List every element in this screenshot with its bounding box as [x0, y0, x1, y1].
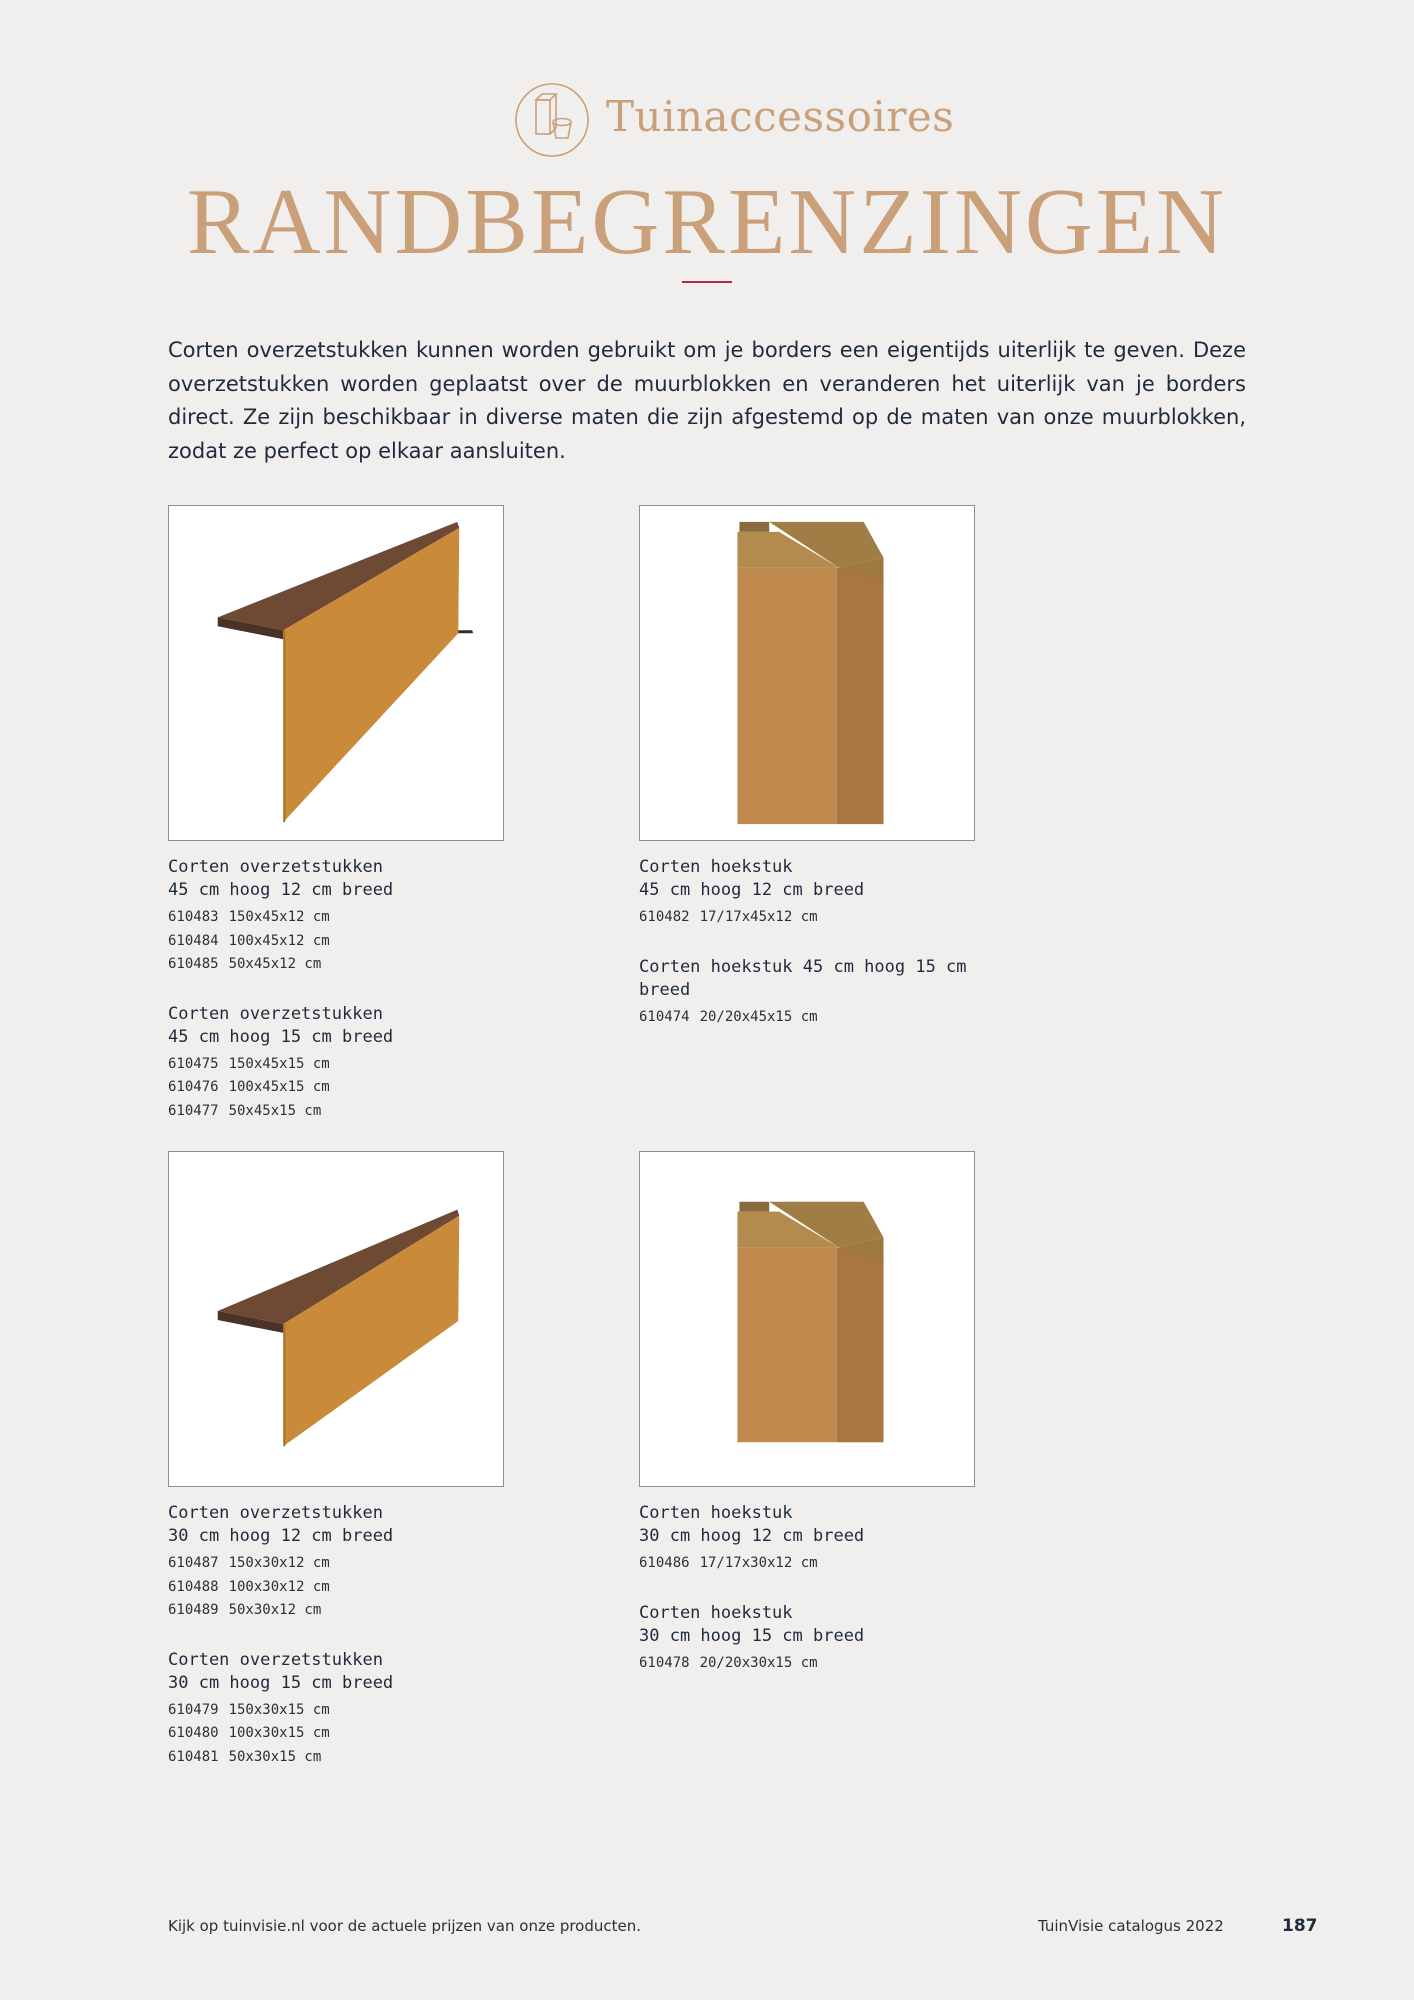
article-number: 610483: [168, 909, 219, 925]
product-title: Corten overzetstukken: [168, 1649, 383, 1670]
article-line: [168, 1722, 548, 1746]
article-line: [168, 953, 548, 977]
article-size: 150x30x15 cm: [228, 1701, 330, 1718]
product-title: 30 cm hoog 12 cm breed: [639, 1526, 865, 1546]
product-group: [639, 1502, 1019, 1576]
article-number: 610478: [639, 1654, 690, 1671]
product-group: [168, 1003, 548, 1124]
article-size: 100x45x12 cm: [228, 932, 330, 949]
article-line: [168, 1599, 548, 1623]
article-number: 610489: [168, 1602, 219, 1618]
article-size: 50x45x15 cm: [228, 1102, 322, 1119]
product-group: [639, 856, 1019, 930]
article-line: [168, 1576, 548, 1600]
article-size: 150x30x12 cm: [228, 1555, 330, 1571]
product-group: [639, 956, 1019, 1030]
article-number: 610487: [168, 1555, 219, 1571]
page-number: 187: [1282, 1916, 1318, 1936]
article-number: 610474: [639, 1008, 690, 1025]
article-line: [639, 906, 1019, 930]
corten-cap-image: [169, 506, 503, 840]
article-size: 17/17x45x12 cm: [699, 909, 818, 925]
article-number: 610480: [168, 1725, 219, 1741]
article-number: 610488: [168, 1578, 219, 1595]
product-title: 30 cm hoog 15 cm breed: [639, 1625, 865, 1646]
article-number: 610476: [168, 1079, 219, 1095]
article-number: 610479: [168, 1701, 219, 1718]
article-size: 50x30x15 cm: [228, 1748, 322, 1765]
article-number: 610486: [639, 1555, 690, 1571]
intro-paragraph: Corten overzetstukken kunnen worden gebruikt om je borders een eigentijds uiterlijk te geven. Deze overzetstukken worden geplaatst over de muurblokken en veranderen het uiterlijk van je borders direct. Ze zijn beschikbaar in diverse maten die zijn afgestemd op de maten van onze muurblokken, zodat ze perfect op elkaar aansluiten.: [168, 338, 1246, 463]
article-size: 20/20x45x15 cm: [699, 1008, 818, 1025]
article-size: 100x30x12 cm: [228, 1578, 330, 1595]
product-title: Corten hoekstuk 45 cm hoog 15 cm: [639, 956, 967, 977]
product-group: [168, 1502, 548, 1623]
article-line: [168, 1100, 548, 1124]
article-size: 20/20x30x15 cm: [699, 1654, 818, 1671]
garden-accessories-icon: [514, 82, 590, 158]
product-title: 45 cm hoog 12 cm breed: [168, 880, 394, 900]
article-line: [168, 930, 548, 954]
category-title: Tuinaccessoires: [606, 92, 955, 141]
product-title: Corten overzetstukken: [168, 1503, 383, 1523]
article-size: 17/17x30x12 cm: [699, 1555, 818, 1571]
article-line: [168, 1699, 548, 1723]
product-block: [639, 856, 1019, 1055]
product-block: [639, 1502, 1019, 1701]
product-photo-hoekstuk-45: [639, 505, 975, 841]
corten-cap-image: [169, 1152, 503, 1486]
article-line: [168, 906, 548, 930]
product-photo-overzetstuk-30: [168, 1151, 504, 1487]
product-title: Corten overzetstukken: [168, 1003, 383, 1024]
corten-corner-image: [640, 506, 974, 840]
product-group: [168, 1649, 548, 1770]
article-line: [168, 1746, 548, 1770]
article-size: 100x45x15 cm: [228, 1079, 330, 1095]
article-size: 100x30x15 cm: [228, 1725, 330, 1741]
product-title: Corten hoekstuk: [639, 1602, 793, 1623]
article-number: 610477: [168, 1102, 219, 1119]
product-title: Corten overzetstukken: [168, 857, 383, 877]
article-line: [168, 1076, 548, 1100]
article-size: 150x45x15 cm: [228, 1055, 330, 1072]
article-size: 50x45x12 cm: [228, 956, 322, 972]
product-block: [168, 1502, 548, 1795]
product-photo-hoekstuk-30: [639, 1151, 975, 1487]
article-number: 610484: [168, 932, 219, 949]
corten-corner-image: [640, 1152, 974, 1486]
product-title: breed: [639, 979, 691, 1000]
product-title: 45 cm hoog 12 cm breed: [639, 880, 865, 900]
product-group: [639, 1602, 1019, 1676]
product-title: 45 cm hoog 15 cm breed: [168, 1026, 394, 1047]
article-line: [639, 1552, 1019, 1576]
article-number: 610485: [168, 956, 219, 972]
footer-note: Kijk op tuinvisie.nl voor de actuele prijzen van onze producten.: [168, 1917, 642, 1935]
product-block: [168, 856, 548, 1149]
article-number: 610481: [168, 1748, 219, 1765]
article-size: 50x30x12 cm: [228, 1602, 322, 1618]
article-number: 610482: [639, 909, 690, 925]
page-title: RANDBEGRENZINGEN: [186, 170, 1228, 274]
article-line: [168, 1053, 548, 1077]
product-title: Corten hoekstuk: [639, 1503, 793, 1523]
product-group: [168, 856, 548, 977]
product-title: 30 cm hoog 12 cm breed: [168, 1526, 394, 1546]
article-number: 610475: [168, 1055, 219, 1072]
article-line: [168, 1552, 548, 1576]
article-line: [639, 1652, 1019, 1676]
product-title: 30 cm hoog 15 cm breed: [168, 1672, 394, 1693]
product-title: Corten hoekstuk: [639, 857, 793, 877]
title-divider: [682, 281, 732, 283]
product-photo-overzetstuk-45: [168, 505, 504, 841]
article-size: 150x45x12 cm: [228, 909, 330, 925]
article-line: [639, 1006, 1019, 1030]
footer-catalog: TuinVisie catalogus 2022: [1038, 1917, 1224, 1935]
